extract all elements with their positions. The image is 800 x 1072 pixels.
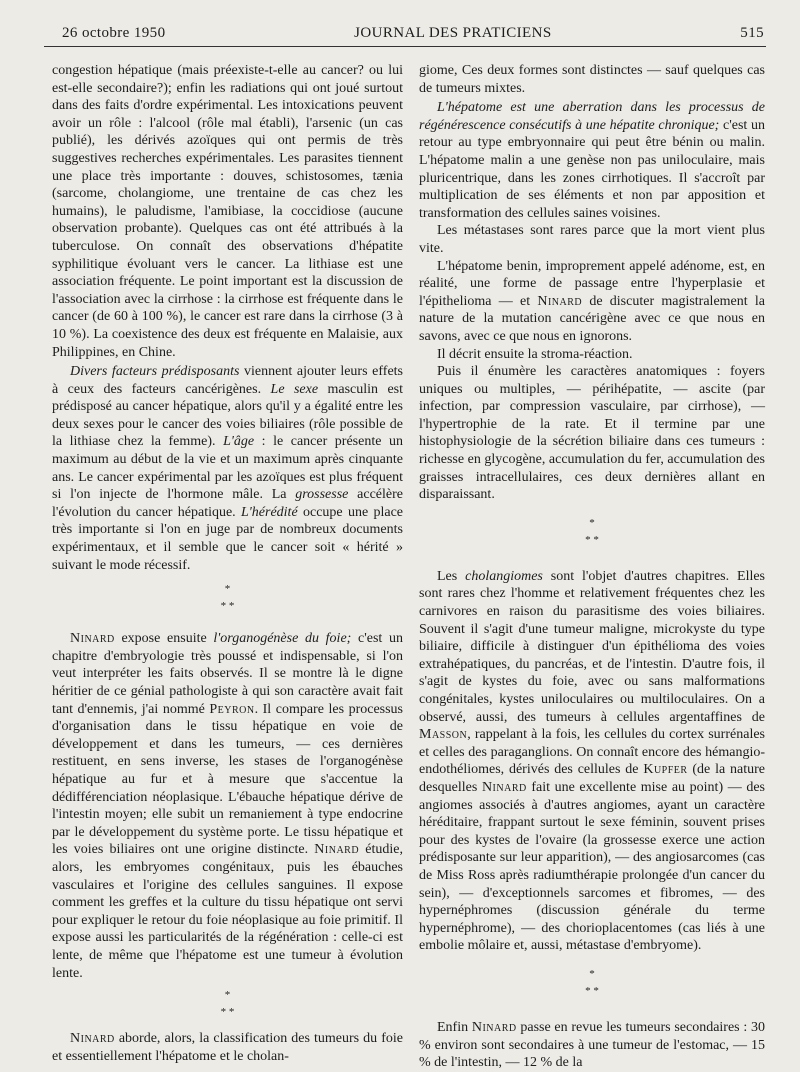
right-column	[419, 62, 765, 1072]
header-journal-title: JOURNAL DES PRATICIENS	[354, 24, 552, 41]
emphasis-text: Le sexe	[270, 381, 319, 397]
page-header	[62, 22, 764, 44]
paragraph-forms: giome, Ces deux formes sont distinctes — sauf quelques cas de tumeurs mixtes.	[419, 63, 765, 96]
header-page-number: 515	[740, 24, 764, 41]
paragraph-secondary-tumours: Enfin Ninard passe en revue les tumeurs secondaires : 30 % environ sont secondaires à une tumeur de l'estomac, — 15 % de l'intestin, — 12 % de la	[419, 1019, 765, 1071]
header-rule	[44, 46, 766, 47]
paragraph-anatomy: Puis il énumère les caractères anatomiques : foyers uniques ou multiples, — périhépatite, — ascite (par infection, par compression vasculaire, par cirrhose), — l'hypertrophie de la rate. Et il termine par une histophysiologie de la sécrétion biliaire dans ces tumeurs : richesse en glycogène, accumulation du fer, accumulation des graisses intracellulaires, ces deux dernières allant en disparaissant.	[419, 364, 765, 503]
paragraph-predisposing-factors: Divers facteurs prédisposants viennent ajouter leurs effets à ceux des facteurs cancérigènes. Le sexe masculin est prédisposé au cancer hépatique, alors qu'il y a égalité entre les deux sexes pour le cancer des voies biliaires (rôle possible de la lithiase chez la femme). L'âge : le cancer présente un maximum au début de la vie et un maximum après cinquante ans. Le cancer expérimental par les azoïques est plus fréquent si l'on injecte de l'hormone mâle. La grossesse accélère l'évolution du cancer hépatique. L'hérédité occupe une place très importante si l'on en juge par de nombreux documents expérimentaux, et il semble que le cancer soit « hérité » suivant le mode récessif.	[52, 364, 404, 573]
paragraph-etiology: congestion hépatique (mais préexiste-t-elle au cancer? ou lui est-elle secondaire?); enfin les radiations qui ont joué surtout dans des faits d'ordre expérimental. Les intoxications peuvent avoir un rôle : l'alcool (rôle mal établi), l'arsenic (un cas publié), les dérivés azoïques qui ont permis de très suggestives recherches expérimentales. Les parasites tiennent une place très importante : douves, schistosomes, tænia (sarcome, cholangiome, une trentaine de cas chez les humains), le paludisme, l'amibiase, la coccidiose (aucune observation probante). Quelques cas ont été attribués à la tuberculose. On connaît des observations d'hépatite syphilitique évoluant vers le cancer. La lithiase est une association fréquente. Le point important est la discussion de l'association avec la cirrhose : la cirrhose est fréquente dans le cancer (de 60 à 100 %), le cancer est rare dans la cirrhose (3 à 10 %). La coexistence des deux est fréquente en Malaisie, aux Philippines, en Chine.	[52, 63, 403, 360]
author-name: Ninard	[70, 631, 115, 647]
paragraph-stroma: Il décrit ensuite la stroma-réaction.	[437, 346, 633, 362]
emphasis-text: L'âge	[223, 434, 255, 450]
author-name: Ninard	[537, 293, 583, 309]
paragraph-organogenesis: Ninard expose ensuite l'organogénèse du foie; c'est un chapitre d'embryologie très poussé et indispensable, si l'on veut interpréter les faits observés. Il se montre là le digne héritier de ce génial pathologiste à qui son caractère avait fait tant d'ennemis, j'ai nommé Peyron. Il compare les processus d'organisation dans le tissu hépatique en voie de développement et dans les tumeurs, — ces dernières restituent, en sens inverse, les stases de l'organogénèse hépatique au fur et à mesure que s'accentue la dédifférenciation néoplasique. L'ébauche hépatique dérive de l'intestin moyen; elle subit un remaniement à type endocrine par le développement du système porte. Le tissu hépatique et les voies biliaires ont une origine distincte. Ninard étudie, alors, les embryomes congénitaux, puis les ébauches vasculaires et l'origine des cellules sanguines. Il expose comment les greffes et la culture du tissu hépatique ont servi pour expliquer le retour du foie néoplasique au foie primitif. Il expose aussi les particularités de la régénération : celle-ci est lente, de même que l'hépatome est une tumeur à évolution lente.	[52, 631, 403, 981]
paragraph-hepatome: L'hépatome est une aberration dans les processus de régénérescence consécutifs à une hépatite chronique; c'est un retour au type embryonnaire qui peut être bénin ou malin. L'hépatome malin a une genèse non pas uniloculaire, mais pluricentrique, dans les zones cirrhotiques. Il s'accroît par multiplication de ses éléments et non par apposition et transformation des cellules saines voisines.	[419, 100, 765, 221]
paragraph-benign-hepatome: L'hépatome benin, improprement appelé adénome, est, en réalité, une forme de passage entre l'hyperplasie et l'épithelioma — et Ninard de discuter magistralement la nature de la mutation cancérigène avec ce que nous en savons, avec ce que nous en ignorons.	[419, 258, 765, 344]
emphasis-text: L'hépatome est une aberration dans les processus de régénérescence consécutifs à une hépatite chronique;	[419, 100, 765, 133]
emphasis-text: l'organogénèse du foie;	[213, 631, 352, 647]
left-column	[52, 62, 403, 1065]
author-name: Peyron	[209, 701, 255, 717]
author-name: Ninard	[70, 1031, 115, 1047]
paragraph-classification: Ninard aborde, alors, la classification des tumeurs du foie et essentiellement l'hépatome et le cholan-	[52, 1031, 403, 1064]
author-name: Ninard	[481, 779, 527, 795]
emphasis-text: cholangiomes	[465, 568, 543, 584]
paragraph-metastases: Les métastases sont rares parce que la mort vient plus vite.	[419, 223, 765, 256]
emphasis-text: L'hérédité	[241, 504, 298, 520]
section-separator: * * *	[585, 516, 599, 546]
header-date: 26 octobre 1950	[62, 24, 166, 41]
author-name: Ninard	[314, 842, 360, 858]
author-name: Ninard	[471, 1019, 517, 1035]
paragraph-cholangiomes: Les cholangiomes sont l'objet d'autres chapitres. Elles sont rares chez l'homme et relativement fréquentes chez les carnivores en raison du parasitisme des voies biliaires. Souvent il s'agit d'une tumeur maligne, microkyste du type biliaire, difficile à distinguer d'un épithélioma des voies extrahépatiques, du pancréas, et de l'intestin. D'autre fois, il s'agit de kystes du foie, avec ou sans malformations congénitales, kystes uniloculaires ou multiloculaires. On a observé, aussi, des tumeurs à cellules argentaffines de Masson, rappelant à la fois, les cellules du cortex surrénales et celles des paraganglions. On connaît encore des hémangio-endothéliomes, dérivés des cellules de Kupfer (de la nature desquelles Ninard fait une excellente mise au point) — des angiomes associés à d'autres angiomes, ayant un caractère héréditaire, frappant surtout le sexe féminin, souvent prises pour des kystes de l'ovaire (la grossesse exerce une action prédisposante sur leur apparition), — des angiosarcomes (cas de Miss Ross après radiumthérapie prolongée d'un cancer du sein), — d'exceptionnels sarcomes et fibromes, — des hypernéphromes (discussion générale du terme hypernéphrome), — des chorioplacentomes (cas liés à une embolie môlaire et, aussi, métastase d'embryome).	[419, 568, 766, 954]
section-separator: * * *	[220, 989, 235, 1019]
author-name: Masson	[419, 727, 468, 743]
emphasis-text: grossesse	[295, 487, 349, 503]
emphasis-text: Divers facteurs prédisposants	[70, 364, 240, 380]
section-separator: * * *	[220, 583, 235, 613]
author-name: Kupfer	[643, 762, 688, 778]
section-separator: * * *	[585, 967, 599, 997]
